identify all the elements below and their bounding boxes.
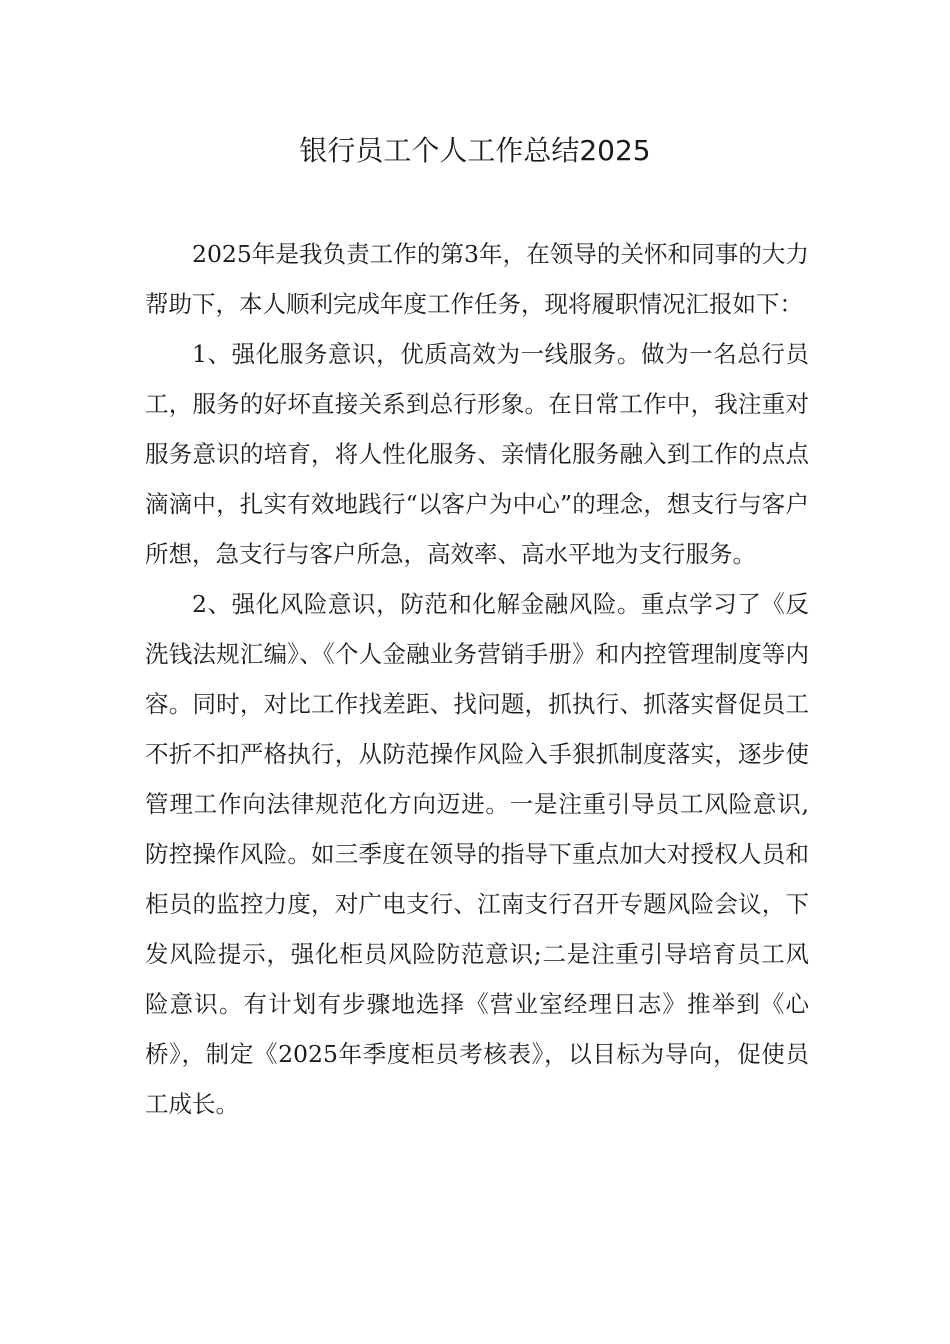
paragraph-intro: 2025年是我负责工作的第3年，在领导的关怀和同事的大力帮助下，本人顺利完成年度工作任务，现将履职情况汇报如下： bbox=[145, 240, 809, 318]
document-body bbox=[145, 229, 809, 1129]
document-title: 银行员工个人工作总结2025 bbox=[299, 134, 651, 167]
paragraph-risk: 2、强化风险意识，防范和化解金融风险。重点学习了《反洗钱法规汇编》、《个人金融业务营销手册》和内控管理制度等内容。同时，对比工作找差距、找问题，抓执行、抓落实督促员工不折不扣严格执行，从防范操作风险入手狠抓制度落实，逐步使管理工作向法律规范化方向迈进。一是注重引导员工风险意识,防控操作风险。如三季度在领导的指导下重点加大对授权人员和柜员的监控力度，对广电支行、江南支行召开专题风险会议，下发风险提示，强化柜员风险防范意识;二是注重引导培育员工风险意识。有计划有步骤地选择《营业室经理日志》推举到《心桥》，制定《2025年季度柜员考核表》，以目标为导向，促使员工成长。 bbox=[145, 590, 809, 1118]
paragraph-service: 1、强化服务意识，优质高效为一线服务。做为一名总行员工，服务的好坏直接关系到总行形象。在日常工作中，我注重对服务意识的培育，将人性化服务、亲情化服务融入到工作的点点滴滴中，扎实有效地践行“以客户为中心”的理念，想支行与客户所想，急支行与客户所急，高效率、高水平地为支行服务。 bbox=[145, 340, 809, 568]
